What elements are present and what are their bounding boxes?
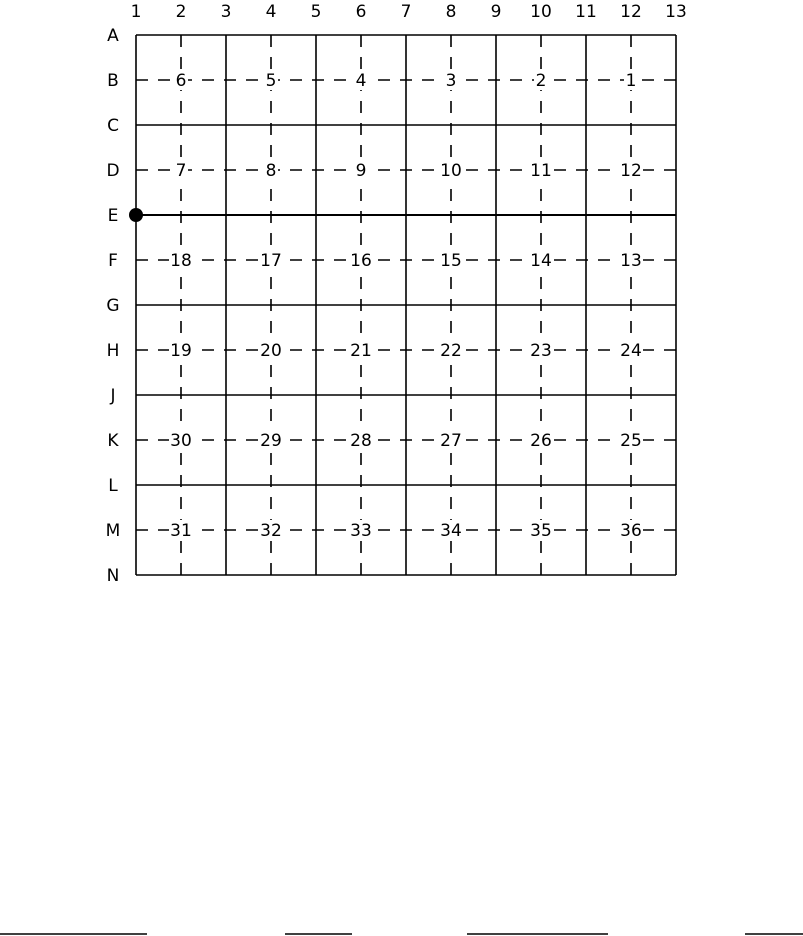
section-number: 33	[350, 521, 372, 541]
section-number: 28	[350, 431, 372, 451]
row-labels	[106, 26, 121, 586]
row-label: H	[106, 341, 120, 361]
section-number: 15	[440, 251, 462, 271]
row-label: L	[108, 476, 118, 496]
column-label: 3	[220, 2, 232, 22]
section-number: 5	[265, 71, 277, 91]
marker-dot	[129, 208, 143, 222]
row-label: J	[110, 386, 116, 406]
section-number: 36	[620, 521, 642, 541]
section-number: 23	[530, 341, 552, 361]
section-number: 25	[620, 431, 642, 451]
section-number: 20	[260, 341, 282, 361]
section-number: 27	[440, 431, 462, 451]
section-number: 14	[530, 251, 552, 271]
section-number: 18	[170, 251, 192, 271]
column-labels	[131, 2, 687, 22]
row-label: A	[107, 26, 119, 46]
row-label: B	[107, 71, 119, 91]
section-number: 11	[530, 161, 552, 181]
section-number: 22	[440, 341, 462, 361]
column-label: 7	[400, 2, 412, 22]
section-number: 29	[260, 431, 282, 451]
column-label: 10	[530, 2, 552, 22]
row-label: M	[105, 521, 121, 541]
section-number: 34	[440, 521, 462, 541]
row-label: N	[106, 566, 120, 586]
column-label: 11	[575, 2, 597, 22]
row-label: F	[108, 251, 118, 271]
column-label: 4	[265, 2, 277, 22]
section-number: 21	[350, 341, 372, 361]
column-label: 13	[665, 2, 687, 22]
section-number: 16	[350, 251, 372, 271]
section-number: 31	[170, 521, 192, 541]
column-label: 6	[355, 2, 367, 22]
column-label: 8	[445, 2, 457, 22]
row-label: K	[107, 431, 119, 451]
section-number: 24	[620, 341, 642, 361]
grid-lines	[136, 35, 676, 575]
section-number: 13	[620, 251, 642, 271]
section-number: 12	[620, 161, 642, 181]
section-number: 19	[170, 341, 192, 361]
row-label: C	[107, 116, 119, 136]
column-label: 5	[310, 2, 322, 22]
column-label: 9	[490, 2, 502, 22]
section-number: 17	[260, 251, 282, 271]
section-number: 30	[170, 431, 192, 451]
reference-marker	[129, 208, 143, 222]
column-label: 2	[175, 2, 187, 22]
column-label: 12	[620, 2, 642, 22]
section-number: 6	[175, 71, 187, 91]
section-number: 8	[265, 161, 277, 181]
section-number: 4	[355, 71, 367, 91]
section-number: 35	[530, 521, 552, 541]
section-number: 2	[535, 71, 547, 91]
section-number: 7	[175, 161, 187, 181]
section-number: 1	[625, 71, 637, 91]
row-label: E	[107, 206, 119, 226]
section-number: 9	[355, 161, 367, 181]
section-number: 3	[445, 71, 457, 91]
section-number: 26	[530, 431, 552, 451]
row-label: G	[106, 296, 120, 316]
column-label: 1	[130, 2, 142, 22]
section-number: 10	[440, 161, 462, 181]
section-number: 32	[260, 521, 282, 541]
row-label: D	[106, 161, 120, 181]
